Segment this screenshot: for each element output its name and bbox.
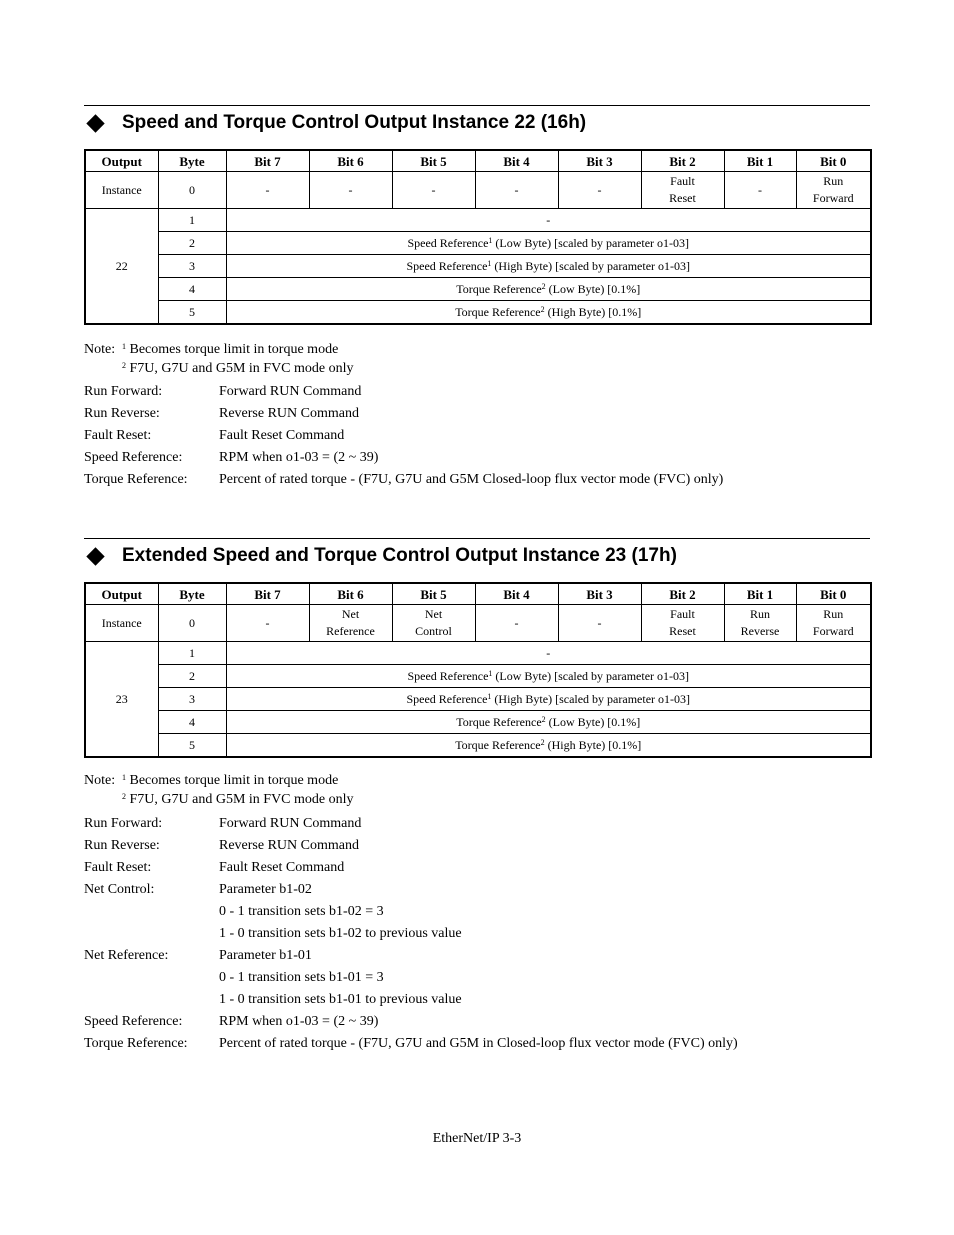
definition-description: 1 - 0 transition sets b1-02 to previous value bbox=[219, 926, 462, 941]
description-text: Speed Reference bbox=[406, 258, 488, 273]
footnote-marker: 2 bbox=[541, 714, 546, 724]
description-suffix: (High Byte) [scaled by parameter o1-03] bbox=[491, 258, 691, 273]
bit-label-line: Run bbox=[823, 607, 844, 621]
byte-description-cell bbox=[226, 278, 871, 301]
column-header: Bit 7 bbox=[226, 583, 309, 605]
column-header: Bit 3 bbox=[558, 583, 641, 605]
footnote-marker: 1 bbox=[488, 668, 493, 678]
notes-23 bbox=[84, 771, 354, 809]
column-header: Output bbox=[85, 583, 158, 605]
definition-term: Net Reference: bbox=[84, 948, 169, 963]
column-header: Output bbox=[85, 150, 158, 172]
section-divider bbox=[84, 538, 870, 539]
definition-row bbox=[84, 945, 738, 967]
definition-description: Fault Reset Command bbox=[219, 428, 345, 443]
bit-cell bbox=[475, 605, 558, 642]
byte-description-cell bbox=[226, 688, 871, 711]
bit-cell bbox=[641, 172, 724, 209]
section-title: Speed and Torque Control Output Instance 22 (16h) bbox=[122, 112, 587, 133]
definition-row bbox=[84, 967, 738, 989]
byte-cell: 1 bbox=[158, 642, 226, 665]
output-cell: Instance bbox=[85, 172, 158, 209]
definition-row bbox=[84, 425, 723, 447]
bit-label-line: - bbox=[265, 182, 270, 197]
byte-description-cell bbox=[226, 301, 871, 325]
note-line bbox=[84, 359, 354, 378]
byte-description-cell bbox=[226, 711, 871, 734]
section-title: Extended Speed and Torque Control Output Instance 23 (17h) bbox=[122, 545, 677, 566]
note-line bbox=[84, 790, 354, 809]
definition-description: Percent of rated torque - (F7U, G7U and G5M Closed-loop flux vector mode (FVC) only) bbox=[219, 472, 724, 487]
table-row bbox=[85, 734, 871, 758]
definition-description: 1 - 0 transition sets b1-01 to previous value bbox=[219, 992, 462, 1007]
byte-cell: 5 bbox=[158, 734, 226, 758]
definition-term bbox=[84, 967, 219, 989]
definition-row bbox=[84, 923, 738, 945]
column-header: Byte bbox=[158, 583, 226, 605]
bit-label-line: Forward bbox=[812, 624, 854, 638]
output-instance-23-table bbox=[84, 582, 872, 758]
footnote-marker: 2 bbox=[122, 361, 126, 370]
definition-description: Reverse RUN Command bbox=[219, 838, 359, 853]
definition-term: Run Reverse: bbox=[84, 406, 160, 421]
bit-cell bbox=[558, 605, 641, 642]
definition-row bbox=[84, 381, 723, 403]
bit-cell bbox=[392, 172, 475, 209]
diamond-bullet-icon bbox=[86, 547, 104, 565]
byte-cell: 0 bbox=[158, 605, 226, 642]
table-row bbox=[85, 711, 871, 734]
bit-cell bbox=[392, 605, 475, 642]
instance-number-cell: 22 bbox=[85, 209, 158, 325]
bit-label-line: - bbox=[348, 182, 353, 197]
bit-label-line: - bbox=[265, 615, 270, 630]
bit-label-line: Control bbox=[415, 624, 452, 638]
footnote-marker: 1 bbox=[487, 258, 492, 268]
column-header: Bit 5 bbox=[392, 583, 475, 605]
table-row bbox=[85, 665, 871, 688]
table-header-row bbox=[85, 583, 871, 605]
table-header-row bbox=[85, 150, 871, 172]
bit-cell bbox=[724, 172, 796, 209]
byte-cell: 4 bbox=[158, 278, 226, 301]
bit-label-line: Run bbox=[749, 607, 770, 621]
note-text: F7U, G7U and G5M in FVC mode only bbox=[126, 792, 354, 807]
notes-22 bbox=[84, 340, 354, 378]
definition-term: Torque Reference: bbox=[84, 472, 188, 487]
definition-row bbox=[84, 813, 738, 835]
byte-description-cell bbox=[226, 665, 871, 688]
note-text: Becomes torque limit in torque mode bbox=[126, 773, 339, 788]
bit-cell bbox=[641, 605, 724, 642]
byte-cell: 2 bbox=[158, 665, 226, 688]
bit-cell bbox=[226, 605, 309, 642]
bit-label-line: Reset bbox=[669, 191, 696, 205]
definition-term bbox=[84, 989, 219, 1011]
byte-cell: 3 bbox=[158, 255, 226, 278]
column-header: Bit 3 bbox=[558, 150, 641, 172]
bit-label-line: - bbox=[758, 182, 762, 197]
table-row bbox=[85, 278, 871, 301]
byte-description-cell bbox=[226, 734, 871, 758]
definitions-22 bbox=[84, 381, 723, 491]
byte-cell: 0 bbox=[158, 172, 226, 209]
definition-row bbox=[84, 1033, 738, 1055]
description-text: Torque Reference bbox=[456, 281, 542, 296]
definition-term: Run Reverse: bbox=[84, 838, 160, 853]
bit-label-line: Forward bbox=[812, 191, 854, 205]
bit-label-line: - bbox=[514, 182, 519, 197]
section-instance-22 bbox=[84, 105, 870, 136]
table-wrapper-23 bbox=[84, 582, 870, 758]
definition-description: Parameter b1-01 bbox=[219, 948, 312, 963]
column-header: Bit 2 bbox=[641, 583, 724, 605]
description-suffix: (Low Byte) [0.1%] bbox=[545, 281, 641, 296]
diamond-bullet-icon bbox=[86, 114, 104, 132]
definition-term: Speed Reference: bbox=[84, 1014, 183, 1029]
byte-description-cell bbox=[226, 642, 871, 665]
bit-label-line: Fault bbox=[670, 607, 695, 621]
note-label: Note: bbox=[84, 773, 116, 788]
definition-row bbox=[84, 901, 738, 923]
table-row bbox=[85, 642, 871, 665]
column-header: Bit 4 bbox=[475, 583, 558, 605]
note-text: Becomes torque limit in torque mode bbox=[126, 342, 339, 357]
bit-cell bbox=[475, 172, 558, 209]
column-header: Bit 6 bbox=[309, 150, 392, 172]
column-header: Bit 0 bbox=[796, 150, 871, 172]
description-text: Torque Reference bbox=[455, 304, 541, 319]
table-wrapper-22 bbox=[84, 149, 870, 325]
bit-label-line: - bbox=[514, 615, 519, 630]
footnote-marker: 2 bbox=[122, 792, 126, 801]
definition-term bbox=[84, 901, 219, 923]
footnote-marker: 1 bbox=[122, 342, 126, 351]
column-header: Bit 7 bbox=[226, 150, 309, 172]
note-text: F7U, G7U and G5M in FVC mode only bbox=[126, 361, 354, 376]
bit-label-line: Net bbox=[424, 607, 443, 621]
definition-row bbox=[84, 447, 723, 469]
definition-description: Reverse RUN Command bbox=[219, 406, 359, 421]
bit-label-line: - bbox=[597, 182, 602, 197]
description-text: - bbox=[546, 645, 551, 660]
description-text: Torque Reference bbox=[455, 737, 541, 752]
bit-label-line: - bbox=[431, 182, 436, 197]
bit-cell bbox=[724, 605, 796, 642]
column-header: Bit 2 bbox=[641, 150, 724, 172]
column-header: Byte bbox=[158, 150, 226, 172]
byte-cell: 2 bbox=[158, 232, 226, 255]
column-header: Bit 6 bbox=[309, 583, 392, 605]
section-heading bbox=[84, 543, 870, 569]
definition-row bbox=[84, 835, 738, 857]
definition-description: Percent of rated torque - (F7U, G7U and G5M in Closed-loop flux vector mode (FVC) only) bbox=[219, 1036, 738, 1051]
output-instance-22-table bbox=[84, 149, 872, 325]
bit-cell bbox=[309, 605, 392, 642]
footnote-marker: 1 bbox=[488, 235, 493, 245]
definition-row bbox=[84, 1011, 738, 1033]
byte-description-cell bbox=[226, 232, 871, 255]
byte-description-cell bbox=[226, 209, 871, 232]
description-suffix: (High Byte) [0.1%] bbox=[544, 737, 642, 752]
output-cell: Instance bbox=[85, 605, 158, 642]
page-footer: EtherNet/IP 3-3 bbox=[432, 1131, 522, 1146]
definition-row bbox=[84, 989, 738, 1011]
table-row-byte-0 bbox=[85, 605, 871, 642]
byte-cell: 4 bbox=[158, 711, 226, 734]
column-header: Bit 1 bbox=[724, 150, 796, 172]
description-suffix: (Low Byte) [scaled by parameter o1-03] bbox=[492, 668, 690, 683]
description-suffix: (High Byte) [0.1%] bbox=[544, 304, 642, 319]
instance-number-cell: 23 bbox=[85, 642, 158, 758]
footnote-marker: 2 bbox=[541, 281, 546, 291]
bit-label-line: Fault bbox=[670, 174, 695, 188]
section-divider bbox=[84, 105, 870, 106]
description-text: Speed Reference bbox=[406, 691, 488, 706]
byte-cell: 3 bbox=[158, 688, 226, 711]
definition-row bbox=[84, 879, 738, 901]
footnote-marker: 1 bbox=[487, 691, 492, 701]
definition-term: Net Control: bbox=[84, 882, 155, 897]
table-row-byte-0 bbox=[85, 172, 871, 209]
footnote-marker: 2 bbox=[540, 737, 545, 747]
definition-description: Fault Reset Command bbox=[219, 860, 345, 875]
definition-description: RPM when o1-03 = (2 ~ 39) bbox=[219, 450, 379, 465]
column-header: Bit 5 bbox=[392, 150, 475, 172]
description-text: - bbox=[546, 212, 551, 227]
table-row bbox=[85, 209, 871, 232]
bit-cell bbox=[796, 605, 871, 642]
bit-label-line: Run bbox=[823, 174, 844, 188]
note-line bbox=[84, 771, 354, 790]
description-suffix: (High Byte) [scaled by parameter o1-03] bbox=[491, 691, 691, 706]
section-instance-23 bbox=[84, 538, 870, 569]
definition-term: Run Forward: bbox=[84, 384, 163, 399]
definition-row bbox=[84, 857, 738, 879]
table-row bbox=[85, 301, 871, 325]
definition-description: 0 - 1 transition sets b1-02 = 3 bbox=[219, 904, 384, 919]
column-header: Bit 0 bbox=[796, 583, 871, 605]
table-row bbox=[85, 688, 871, 711]
bit-label-line: - bbox=[597, 615, 602, 630]
note-label: Note: bbox=[84, 342, 116, 357]
bit-label-line: Reference bbox=[326, 624, 375, 638]
description-text: Speed Reference bbox=[407, 668, 489, 683]
definition-description: Forward RUN Command bbox=[219, 816, 362, 831]
description-text: Speed Reference bbox=[407, 235, 489, 250]
bit-cell bbox=[558, 172, 641, 209]
table-row bbox=[85, 232, 871, 255]
definition-term: Torque Reference: bbox=[84, 1036, 188, 1051]
byte-cell: 1 bbox=[158, 209, 226, 232]
definition-row bbox=[84, 403, 723, 425]
definition-term bbox=[84, 923, 219, 945]
bit-cell bbox=[796, 172, 871, 209]
footnote-marker: 1 bbox=[122, 773, 126, 782]
definition-term: Run Forward: bbox=[84, 816, 163, 831]
definition-description: Forward RUN Command bbox=[219, 384, 362, 399]
definition-term: Speed Reference: bbox=[84, 450, 183, 465]
definitions-23 bbox=[84, 813, 738, 1055]
section-heading bbox=[84, 110, 870, 136]
byte-description-cell bbox=[226, 255, 871, 278]
definition-row bbox=[84, 469, 723, 491]
bit-cell bbox=[226, 172, 309, 209]
byte-cell: 5 bbox=[158, 301, 226, 325]
footnote-marker: 2 bbox=[540, 304, 545, 314]
description-suffix: (Low Byte) [0.1%] bbox=[545, 714, 641, 729]
bit-label-line: Reverse bbox=[740, 624, 780, 638]
bit-cell bbox=[309, 172, 392, 209]
definition-term: Fault Reset: bbox=[84, 428, 152, 443]
definition-description: Parameter b1-02 bbox=[219, 882, 312, 897]
definition-description: RPM when o1-03 = (2 ~ 39) bbox=[219, 1014, 379, 1029]
note-line bbox=[84, 340, 354, 359]
bit-label-line: Reset bbox=[669, 624, 696, 638]
description-suffix: (Low Byte) [scaled by parameter o1-03] bbox=[492, 235, 690, 250]
table-row bbox=[85, 255, 871, 278]
description-text: Torque Reference bbox=[456, 714, 542, 729]
bit-label-line: Net bbox=[341, 607, 360, 621]
definition-term: Fault Reset: bbox=[84, 860, 152, 875]
definition-description: 0 - 1 transition sets b1-01 = 3 bbox=[219, 970, 384, 985]
column-header: Bit 4 bbox=[475, 150, 558, 172]
column-header: Bit 1 bbox=[724, 583, 796, 605]
